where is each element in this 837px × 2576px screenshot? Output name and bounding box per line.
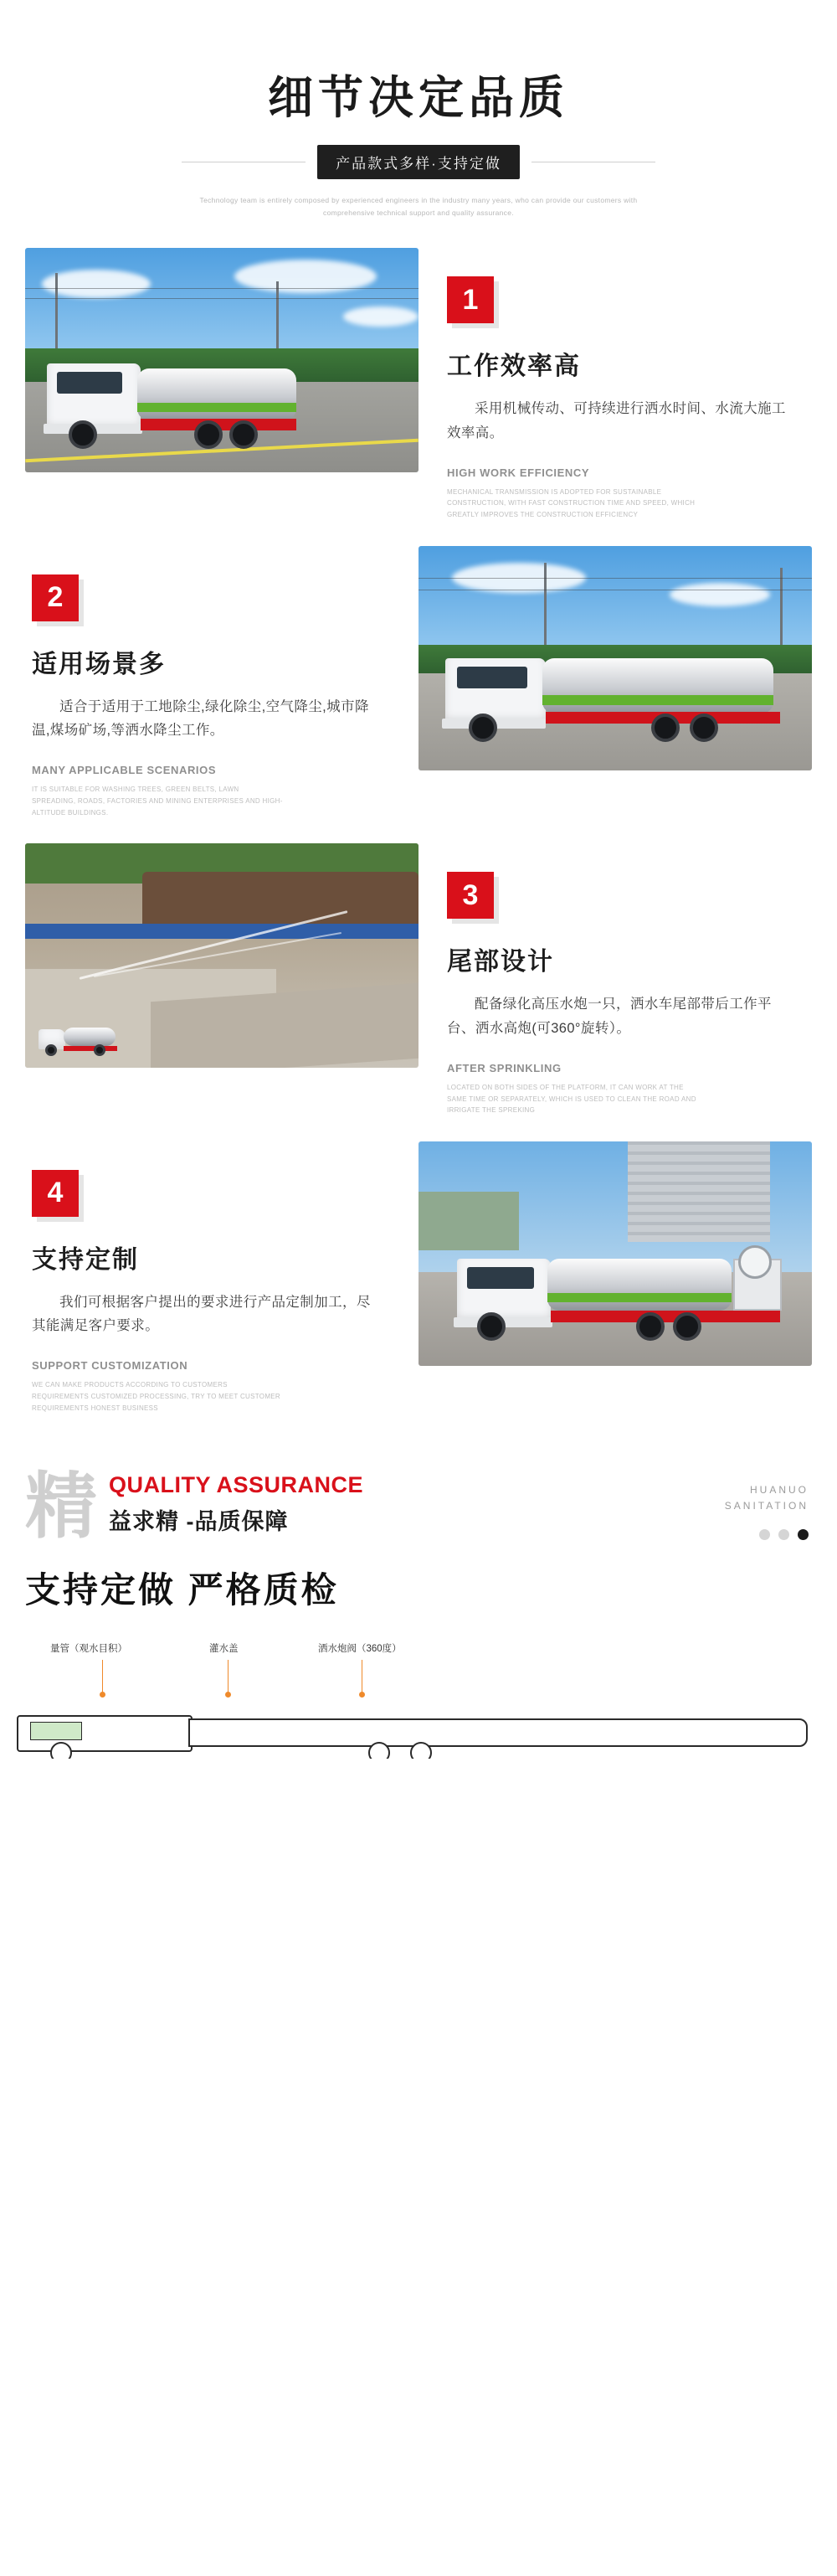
brand-mark: [725, 1482, 809, 1514]
feature-section-1: [0, 248, 837, 521]
brand-line-2: SANITATION: [724, 1500, 809, 1512]
feature-en-body-4: WE CAN MAKE PRODUCTS ACCORDING TO CUSTOMERS REQUIREMENTS CUSTOMIZED PROCESSING, TRY TO MEET CUSTOMER REQUIREMENTS HONEST BUSINESS: [32, 1381, 280, 1412]
diagram-wheel-rear-1: [368, 1742, 390, 1759]
callout-line-2: [228, 1660, 229, 1695]
feature-number-2: 2: [32, 574, 79, 621]
feature-title-4: 支持定制: [32, 1245, 139, 1274]
pagination-dots: [759, 1529, 809, 1540]
feature-text-3: [418, 843, 812, 1116]
feature-title-3: 尾部设计: [447, 948, 554, 976]
feature-image-3: [25, 843, 418, 1068]
diagram-tank: [188, 1718, 808, 1747]
page-title: 细节决定品质: [268, 73, 569, 123]
diagram-wheel-rear-2: [410, 1742, 432, 1759]
feature-text-4: [25, 1141, 418, 1414]
diagram-wheel-front: [50, 1742, 72, 1759]
feature-image-1: [25, 248, 418, 472]
callout-label-2: 灌水盖: [209, 1644, 239, 1655]
dot-3-active: [798, 1529, 809, 1540]
feature-text-1: [418, 248, 812, 521]
dot-1: [759, 1529, 770, 1540]
feature-body-4: 我们可根据客户提出的要求进行产品定制加工，尽其能满足客户要求。: [32, 1294, 371, 1334]
diagram-cab: [17, 1715, 193, 1752]
quality-big-char: 精: [25, 1466, 97, 1547]
callout-dot-3: [359, 1692, 365, 1698]
feature-body-1: 采用机械传动、可持续进行洒水时间、水流大施工效率高。: [447, 401, 786, 440]
dot-2: [778, 1529, 789, 1540]
feature-section-2: [0, 546, 837, 819]
feature-number-3: 3: [447, 872, 494, 919]
feature-image-2: [418, 546, 812, 770]
feature-body-2: 适合于适用于工地除尘,绿化除尘,空气降尘,城市降温,煤场矿场,等洒水降尘工作。: [32, 698, 369, 739]
page-header: [0, 0, 837, 248]
feature-title-1: 工作效率高: [447, 353, 581, 381]
feature-number-4: 4: [32, 1170, 79, 1217]
callout-dot-2: [225, 1692, 231, 1698]
diagram-truck-outline: [17, 1710, 820, 1759]
diagram-cab-window: [30, 1722, 82, 1740]
subtitle-badge: 产品款式多样·支持定做: [317, 145, 520, 179]
feature-section-3: [0, 843, 837, 1116]
header-english-text: Technology team is entirely composed by experienced engineers in the industry many years, who can provide our customers with comprehensive technical support and quality assurance.: [199, 196, 638, 218]
feature-title-2: 适用场景多: [32, 650, 166, 678]
feature-en-body-3: LOCATED ON BOTH SIDES OF THE PLATFORM, IT CAN WORK AT THE SAME TIME OR SEPARATELY, WHICH IS USED TO CLEAN THE ROAD AND IRRIGATE THE SPREKING: [447, 1083, 696, 1115]
feature-number-1: 1: [447, 276, 494, 323]
feature-en-body-2: IT IS SUITABLE FOR WASHING TREES, GREEN BELTS, LAWN SPREADING, ROADS, FACTORIES AND MINING ENTERPRISES AND HIGH-ALTITUDE BUILDINGS.: [32, 786, 283, 817]
quality-english-title: QUALITY ASSURANCE: [109, 1472, 364, 1498]
callout-label-3: 洒水炮阀（360度）: [318, 1644, 402, 1655]
feature-text-2: [25, 546, 418, 819]
feature-en-body-1: MECHANICAL TRANSMISSION IS ADOPTED FOR SUSTAINABLE CONSTRUCTION, WITH FAST CONSTRUCTION TIME AND SPEED, WHICH GREATLY IMPROVES THE CONSTRUCTION EFFICIENCY: [447, 487, 696, 519]
quality-chinese-line: 益求精 -品质保障: [109, 1509, 289, 1535]
callout-label-1: 量管（观水目积）: [50, 1644, 127, 1655]
feature-en-title-4: SUPPORT CUSTOMIZATION: [32, 1359, 188, 1373]
truck-callout-diagram: [0, 1641, 837, 1759]
subtitle-row: [0, 145, 837, 179]
feature-section-4: [0, 1141, 837, 1414]
feature-body-3: 配备绿化高压水炮一只，洒水车尾部带后工作平台、洒水高炮(可360°旋转）。: [447, 997, 772, 1036]
callout-line-1: [102, 1660, 103, 1695]
feature-image-4: [418, 1141, 812, 1366]
quality-assurance-block: [0, 1439, 837, 1621]
quality-headline: 支持定做 严格质检: [25, 1570, 339, 1610]
feature-en-title-2: MANY APPLICABLE SCENARIOS: [32, 764, 217, 777]
feature-en-title-3: AFTER SPRINKLING: [447, 1061, 562, 1074]
callout-dot-1: [100, 1692, 105, 1698]
feature-en-title-1: HIGH WORK EFFICIENCY: [447, 466, 590, 479]
brand-line-1: HUANUO: [749, 1484, 809, 1497]
